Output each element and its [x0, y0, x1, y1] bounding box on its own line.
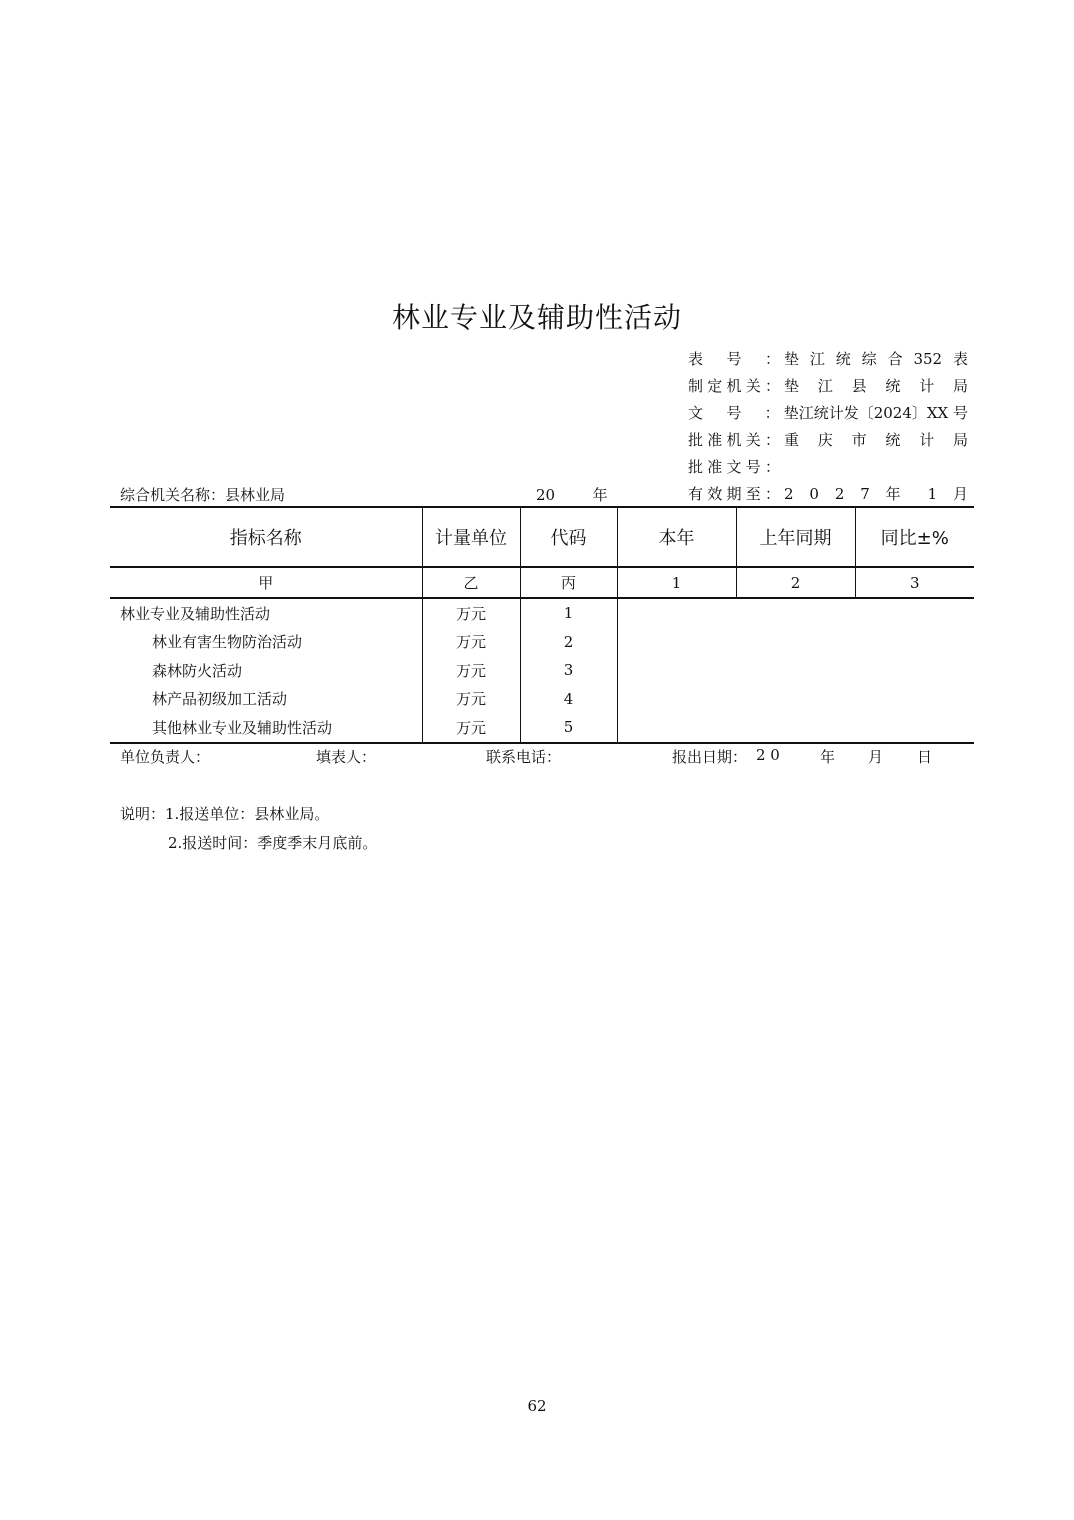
- meta-valid-value: 2 0 2 7 年 1 月: [784, 484, 968, 503]
- meta-approver: [688, 427, 968, 451]
- date-year: 2 0: [756, 746, 780, 764]
- header-last-year: 上年同期: [736, 507, 855, 567]
- row-value-cell[interactable]: [617, 628, 736, 657]
- row-code: 3: [520, 656, 617, 685]
- row-value-cell[interactable]: [617, 713, 736, 743]
- meta-doc-no-label: 文号：: [688, 403, 780, 422]
- table-row: [110, 685, 974, 714]
- row-code: 2: [520, 628, 617, 657]
- subheader-yi: 乙: [422, 567, 520, 598]
- header-code: 代码: [520, 507, 617, 567]
- row-name: 林业有害生物防治活动: [152, 633, 303, 652]
- org-name: 综合机关名称：县林业局: [120, 486, 286, 504]
- report-year-suffix: 年: [592, 486, 608, 504]
- signature-row: [120, 746, 970, 768]
- report-year: [536, 484, 608, 505]
- row-value-cell[interactable]: [617, 598, 736, 628]
- subheader-3: 3: [855, 567, 974, 598]
- header-current-year: 本年: [617, 507, 736, 567]
- row-value-cell[interactable]: [617, 656, 736, 685]
- meta-approver-value: 重庆市统计局: [784, 430, 968, 449]
- date-day-unit: 日: [917, 748, 933, 766]
- subheader-bing: 丙: [520, 567, 617, 598]
- row-value-cell[interactable]: [855, 628, 974, 657]
- page-number: 62: [527, 1397, 547, 1415]
- header-yoy: 同比±%: [855, 507, 974, 567]
- meta-approver-label: 批准机关：: [688, 430, 780, 449]
- meta-form-no: [688, 346, 968, 370]
- row-code: 1: [520, 598, 617, 628]
- meta-valid: [688, 481, 968, 505]
- responsible-label: 单位负责人：: [120, 748, 211, 766]
- date-year-unit: 年: [820, 748, 836, 766]
- table-row: [110, 656, 974, 685]
- row-unit: 万元: [422, 656, 520, 685]
- header-indicator: 指标名称: [110, 507, 422, 567]
- table-row: [110, 598, 974, 628]
- row-name: 森林防火活动: [152, 661, 243, 680]
- report-table: [110, 506, 974, 744]
- meta-doc-no-value: 垫江统计发〔2024〕XX 号: [783, 403, 968, 422]
- row-code: 4: [520, 685, 617, 714]
- phone-label: 联系电话：: [486, 748, 562, 766]
- date-month-unit: 月: [868, 748, 884, 766]
- row-name: 林产品初级加工活动: [152, 690, 288, 709]
- row-value-cell[interactable]: [736, 598, 855, 628]
- row-name: 林业专业及辅助性活动: [120, 604, 271, 623]
- header-unit: 计量单位: [422, 507, 520, 567]
- row-value-cell[interactable]: [736, 713, 855, 743]
- subheader-2: 2: [736, 567, 855, 598]
- row-value-cell[interactable]: [855, 598, 974, 628]
- row-value-cell[interactable]: [736, 685, 855, 714]
- row-unit: 万元: [422, 598, 520, 628]
- meta-form-no-value: 垫江统综合352表: [784, 349, 968, 368]
- note-1: 说明：1.报送单位：县林业局。: [120, 805, 330, 823]
- meta-form-no-label: 表号：: [688, 349, 780, 368]
- row-value-cell[interactable]: [855, 656, 974, 685]
- row-value-cell[interactable]: [736, 656, 855, 685]
- meta-approval-no: [688, 454, 968, 478]
- row-value-cell[interactable]: [855, 713, 974, 743]
- meta-issuer: [688, 373, 968, 397]
- row-name: 其他林业专业及辅助性活动: [110, 713, 422, 743]
- subheader-jia: 甲: [110, 567, 422, 598]
- table-subheader-row: [110, 567, 974, 598]
- note-2: 2.报送时间：季度季末月底前。: [168, 834, 378, 852]
- row-code: 5: [520, 713, 617, 743]
- meta-doc-no: [688, 400, 968, 424]
- table-header-row: [110, 507, 974, 567]
- row-value-cell[interactable]: [736, 628, 855, 657]
- report-year-prefix: 20: [536, 486, 556, 504]
- row-unit: 万元: [422, 628, 520, 657]
- row-unit: 万元: [422, 713, 520, 743]
- date-label: 报出日期：: [672, 748, 748, 766]
- row-value-cell[interactable]: [855, 685, 974, 714]
- filler-label: 填表人：: [316, 748, 377, 766]
- meta-issuer-value: 垫江县统计局: [784, 376, 968, 395]
- page-title: 林业专业及辅助性活动: [391, 301, 682, 334]
- row-value-cell[interactable]: [617, 685, 736, 714]
- meta-issuer-label: 制定机关：: [688, 376, 780, 395]
- subheader-1: 1: [617, 567, 736, 598]
- table-row: [110, 628, 974, 657]
- meta-approval-no-label: 批准文号：: [688, 457, 780, 476]
- row-unit: 万元: [422, 685, 520, 714]
- meta-valid-label: 有效期至：: [688, 484, 780, 503]
- table-row: [110, 713, 974, 743]
